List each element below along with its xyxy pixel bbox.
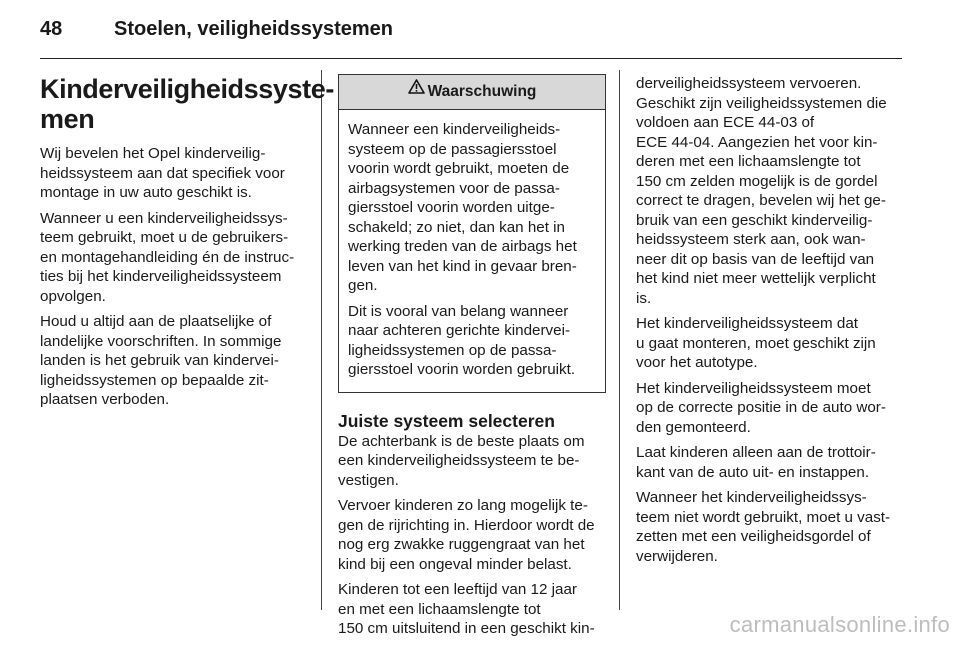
- column-3: [636, 74, 906, 572]
- page-header: [40, 14, 920, 44]
- paragraph: Kinderen tot een leeftijd van 12 jaar en met een lichaamslengte tot 150 cm uitsluitend in een geschikt kin-: [338, 581, 595, 637]
- column-divider-2: [619, 70, 620, 610]
- warning-box: [338, 74, 606, 393]
- paragraph: Het kinderveiligheidssysteem dat u gaat monteren, moet geschikt zijn voor het autotype.: [636, 315, 876, 371]
- warning-triangle-icon: [408, 73, 425, 107]
- column-1: [40, 74, 334, 416]
- warning-header: [339, 75, 605, 110]
- warning-paragraph: Wanneer een kinderveiligheids- systeem op de passagiersstoel voorin wordt gebruikt, moeten de airbagsystemen voor de passa- giersstoel voorin worden uitge- schakeld; zo niet, dan kan het in werking treden van de airbags het leven van het kind in gevaar bren- gen.: [348, 121, 577, 294]
- paragraph: Houd u altijd aan de plaatselijke of landelijke voorschriften. In sommige landen is het gebruik van kindervei- ligheidssystemen op bepaalde zit- plaatsen verboden.: [40, 313, 282, 408]
- column-divider-1: [321, 70, 322, 610]
- warning-title: Waarschuwing: [427, 83, 537, 100]
- subsection-heading: Juiste systeem selecteren: [338, 410, 555, 431]
- section-heading: Kinderveiligheidssyste- men: [40, 74, 334, 134]
- warning-body: [339, 110, 605, 392]
- column-2: [338, 74, 606, 645]
- page-number: 48: [40, 18, 63, 40]
- paragraph: Het kinderveiligheidssysteem moet op de correcte positie in de auto wor- den gemonteerd.: [636, 379, 886, 436]
- paragraph: Wanneer het kinderveiligheidssys- teem niet wordt gebruikt, moet u vast- zetten met een veiligheidsgordel of verwijderen.: [636, 489, 891, 565]
- header-divider: [40, 58, 902, 59]
- paragraph: Wij bevelen het Opel kinderveilig- heidssysteem aan dat specifiek voor montage in uw auto geschikt is.: [40, 145, 285, 201]
- paragraph: Wanneer u een kinderveiligheidssys- teem gebruikt, moet u de gebruikers- en montagehandleiding én de instruc- ties bij het kinderveiligheidssysteem opvolgen.: [40, 209, 295, 305]
- paragraph: De achterbank is de beste plaats om een kinderveiligheidssysteem te be- vestigen.: [338, 432, 585, 489]
- chapter-title: Stoelen, veiligheidssystemen: [114, 18, 393, 40]
- paragraph: derveiligheidssysteem vervoeren. Geschikt zijn veiligheidssystemen die voldoen aan ECE 44-03 of ECE 44-04. Aangezien het voor kin- deren met een lichaamslengte tot 150 cm zelden mogelijk is de gordel correct te dragen, bevelen wij het ge- bruik van een geschikt kinderveilig- heidssysteem sterk aan, ook wan- neer dit op basis van de leeftijd van het kind niet meer wettelijk verplicht is.: [636, 75, 887, 307]
- paragraph: Laat kinderen alleen aan de trottoir- kant van de auto uit- en instappen.: [636, 444, 876, 481]
- watermark: carmanualsonline.info: [729, 612, 950, 637]
- warning-paragraph: Dit is vooral van belang wanneer naar achteren gerichte kindervei- ligheidssystemen op de passa- giersstoel voorin worden gebruikt.: [348, 302, 576, 378]
- paragraph: Vervoer kinderen zo lang mogelijk te- gen de rijrichting in. Hierdoor wordt de nog erg zwakke ruggengraat van het kind bij een ongeval minder belast.: [338, 497, 595, 573]
